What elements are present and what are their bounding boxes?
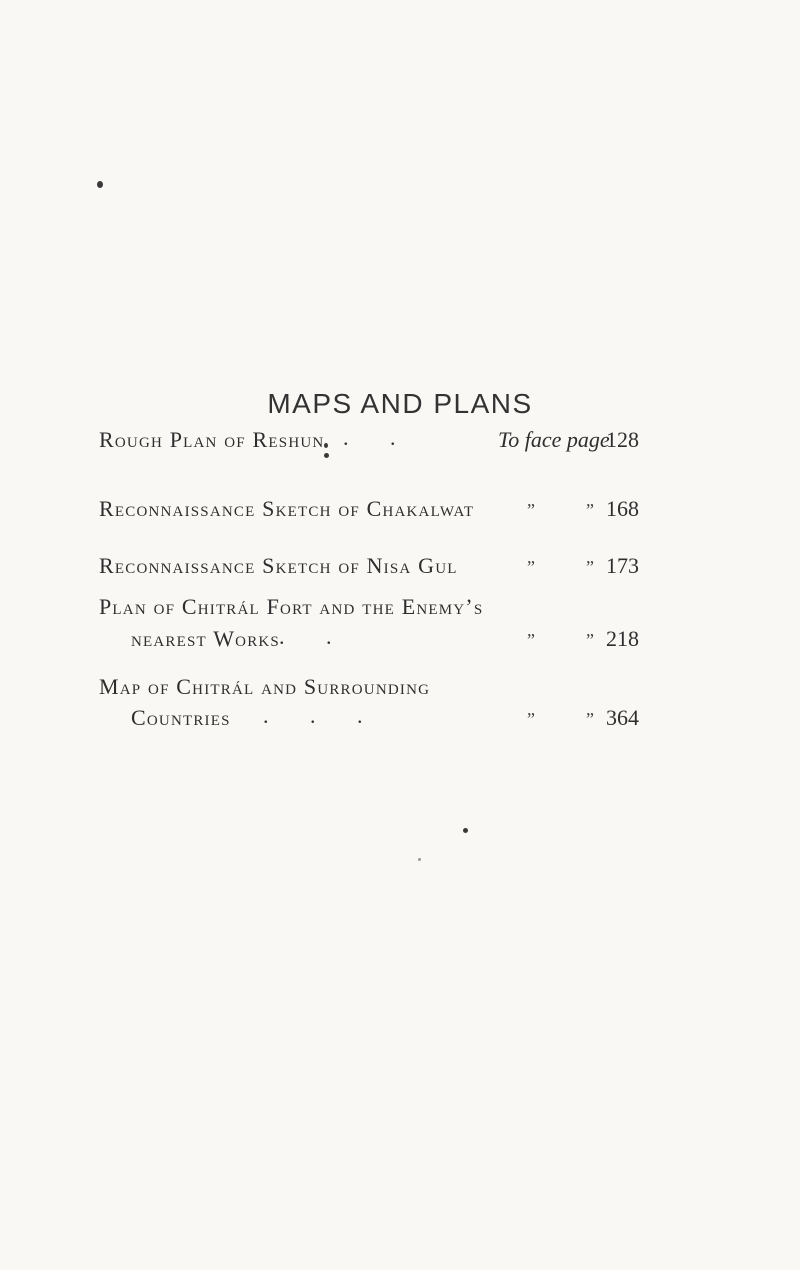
print-speck: [463, 828, 468, 833]
entry-title-continuation: nearest Works: [131, 626, 280, 651]
print-speck: [97, 181, 103, 188]
list-item: [99, 427, 639, 457]
list-item-continuation: [131, 705, 639, 735]
entry-title: Reconnaissance Sketch of Nisa Gul: [99, 553, 458, 578]
entry-title-continuation: Countries: [131, 705, 231, 730]
entry-title: Map of Chitrál and Surrounding: [99, 674, 431, 699]
ditto-mark: ”: [527, 709, 535, 729]
ditto-mark: ”: [586, 630, 594, 650]
ditto-mark: ”: [527, 557, 535, 577]
ditto-mark: ”: [527, 630, 535, 650]
page-number: 128: [606, 427, 639, 452]
ditto-mark: ”: [586, 500, 594, 520]
face-page-label: To face page: [498, 427, 610, 452]
entry-title: Reconnaissance Sketch of Chakalwat: [99, 496, 475, 521]
ditto-mark: ”: [586, 709, 594, 729]
leader-dots: . .: [343, 425, 414, 450]
list-item: [99, 553, 639, 583]
list-item: [99, 496, 639, 526]
entry-title: Rough Plan of Reshun: [99, 427, 325, 452]
entry-title: Plan of Chitrál Fort and the Enemy’s: [99, 594, 484, 619]
list-item-continuation: [131, 626, 639, 656]
list-item: [99, 674, 639, 704]
page-number: 173: [606, 553, 639, 578]
page-number: 218: [606, 626, 639, 651]
page-number: 364: [606, 705, 639, 730]
leader-dots: . . .: [263, 703, 381, 728]
page-number: 168: [606, 496, 639, 521]
ditto-mark: ”: [586, 557, 594, 577]
page-title: MAPS AND PLANS: [267, 388, 533, 419]
print-speck: [418, 858, 421, 861]
leader-dots: . .: [279, 624, 350, 649]
ditto-mark: ”: [527, 500, 535, 520]
list-item: [99, 594, 639, 624]
